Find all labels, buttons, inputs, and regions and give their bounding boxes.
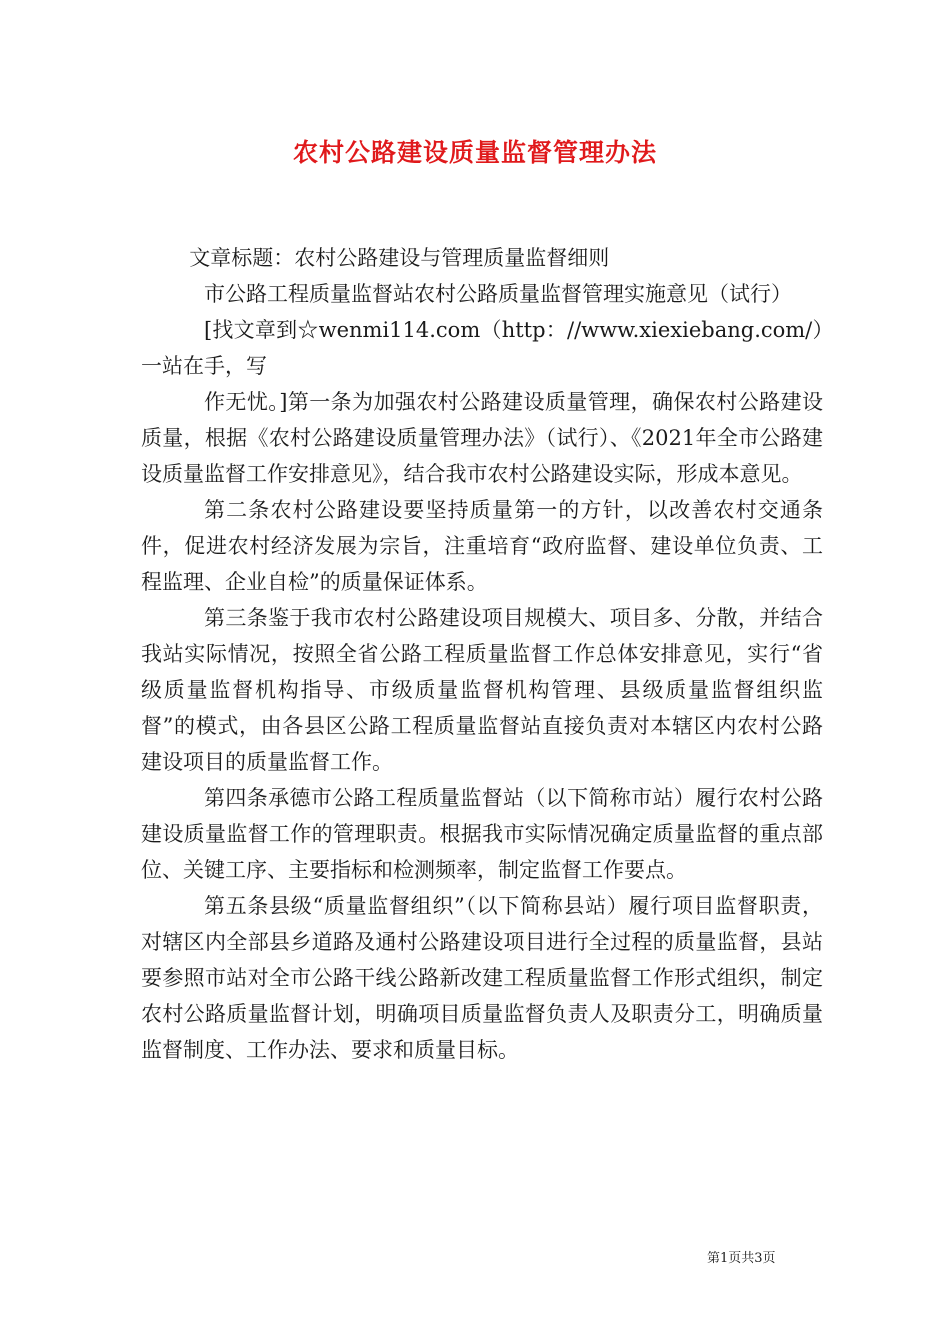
paragraph-article-2: 第二条农村公路建设要坚持质量第一的方针，以改善农村交通条件，促进农村经济发展为宗旨，注重培育“政府监督、建设单位负责、工程监理、企业自检”的质量保证体系。	[141, 498, 823, 594]
paragraph-article-4: 第四条承德市公路工程质量监督站（以下简称市站）履行农村公路建设质量监督工作的管理职责。根据我市实际情况确定质量监督的重点部位、关键工序、主要指标和检测频率，制定监督工作要点。	[141, 786, 823, 882]
page-number-label: 第1页共3页	[707, 1251, 776, 1266]
paragraph-article-5: 第五条县级“质量监督组织”（以下简称县站）履行项目监督职责，对辖区内全部县乡道路及通村公路建设项目进行全过程的质量监督，县站要参照市站对全市公路干线公路新改建工程质量监督工作形式组织，制定农村公路质量监督计划，明确项目质量监督负责人及职责分工，明确质量监督制度、工作办法、要求和质量目标。	[141, 894, 823, 1062]
paragraph-heading: 市公路工程质量监督站农村公路质量监督管理实施意见（试行）	[204, 282, 792, 306]
document-body	[141, 240, 823, 1068]
page-number	[707, 1247, 776, 1266]
article-subtitle: 文章标题：农村公路建设与管理质量监督细则	[189, 246, 610, 270]
document-title: 农村公路建设质量监督管理办法	[292, 138, 657, 167]
paragraph-article-3: 第三条鉴于我市农村公路建设项目规模大、项目多、分散，并结合我站实际情况，按照全省公路工程质量监督工作总体安排意见，实行“省级质量监督机构指导、市级质量监督机构管理、县级质量监督组织监督”的模式，由各县区公路工程质量监督站直接负责对本辖区内农村公路建设项目的质量监督工作。	[141, 606, 823, 774]
paragraph-article-1: 作无忧。]第一条为加强农村公路建设质量管理，确保农村公路建设质量，根据《农村公路建设质量管理办法》（试行）、《2021年全市公路建设质量监督工作安排意见》，结合我市农村公路建设实际，形成本意见。	[141, 390, 823, 486]
paragraph-source-note: [找文章到☆wenmi114.com（http：//www.xiexiebang.com/）一站在手，写	[141, 318, 823, 378]
